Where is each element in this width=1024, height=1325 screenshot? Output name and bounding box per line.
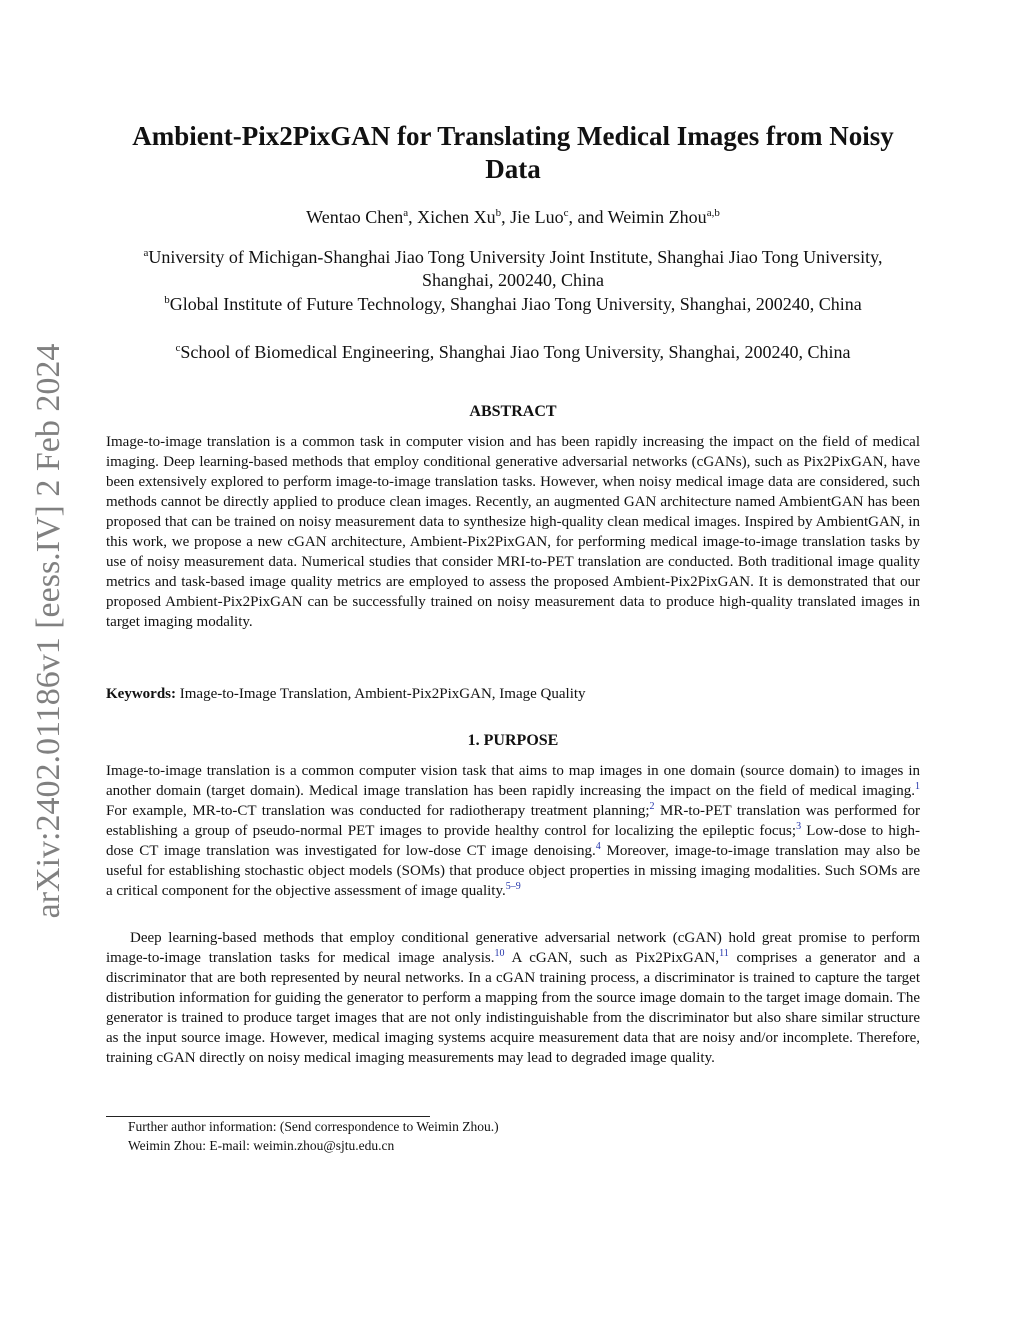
author-affiliation-mark: b xyxy=(495,207,502,219)
text-run: MR-to-PET translation was performed for establishing a group of pseudo-normal PET images to provide healthy control for localizing the epileptic focus; xyxy=(106,803,920,839)
author-separator: , and xyxy=(568,207,608,227)
author-name: Weimin Zhou xyxy=(607,207,707,227)
author-separator: , xyxy=(501,207,511,227)
author-list xyxy=(106,207,920,228)
text-run: For example, MR-to-CT translation was conducted for radiotherapy treatment planning; xyxy=(106,803,650,819)
text-run: Low-dose to high-dose CT image translation was investigated for low-dose CT image denoising. xyxy=(106,823,920,859)
author-affiliation-mark: a,b xyxy=(706,207,720,219)
affiliation-a: $^a$University of Michigan-Shanghai Jiao Tong University Joint Institute, Shanghai Jiao Tong University, Shanghai, 200240, China xyxy=(143,247,883,290)
footnote-divider xyxy=(106,1116,430,1117)
author-name: Jie Luo xyxy=(510,207,564,227)
text-run: comprises a generator and a discriminator that are both represented by neural networks. In a cGAN training process, a discriminator is trained to capture the target distribution information for guiding the generator to perform a mapping from the source image domain to the target image domain. The generator is trained to produce target images that are not only indistinguishable from the discriminator but also share similar structure as the input source image. However, medical imaging systems acquire measurement data that are noisy and/or incomplete. Therefore, training cGAN directly on noisy medical imaging measurements may lead to degraded image quality. xyxy=(106,950,920,1066)
text-run: Image-to-image translation is a common computer vision task that aims to map images in one domain (source domain) to images in another domain (target domain). Medical image translation has been rapidly increasing the impact on the field of medical imaging. xyxy=(106,763,920,799)
keywords-text: Image-to-Image Translation, Ambient-Pix2PixGAN, Image Quality xyxy=(179,686,586,702)
affiliation-b: $^b$Global Institute of Future Technology, Shanghai Jiao Tong University, Shanghai, 200240, China xyxy=(164,294,862,314)
footnote-email: Weimin Zhou: E-mail: weimin.zhou@sjtu.edu.cn xyxy=(128,1138,395,1153)
citation-link[interactable]: 2 xyxy=(649,801,655,812)
section1-paragraph-1 xyxy=(106,761,920,901)
paper-title: Ambient-Pix2PixGAN for Translating Medical Images from Noisy Data xyxy=(132,121,894,184)
text-run: Deep learning-based methods that employ conditional generative adversarial network (cGAN) hold great promise to perform image-to-image translation tasks for medical image analysis. xyxy=(106,930,920,966)
citation-link[interactable]: 5–9 xyxy=(505,881,521,892)
affiliation-c: $^c$School of Biomedical Engineering, Shanghai Jiao Tong University, Shanghai, 200240, China xyxy=(175,342,851,362)
author-name: Wentao Chen xyxy=(306,207,404,227)
section1-paragraph-2 xyxy=(106,928,920,1068)
citation-link[interactable]: 3 xyxy=(796,821,802,832)
citation-link[interactable]: 1 xyxy=(915,781,920,792)
arxiv-identifier: arXiv:2402.01186v1 [eess.IV] 2 Feb 2024 xyxy=(30,343,67,919)
text-run: Moreover, image-to-image translation may also be useful for establishing stochastic object models (SOMs) that produce object properties in missing imaging modalities. Such SOMs are a critical component for the objective assessment of image quality. xyxy=(106,843,920,899)
section-heading: 1. PURPOSE xyxy=(467,732,559,749)
author-separator: , xyxy=(408,207,418,227)
citation-link[interactable]: 11 xyxy=(719,948,729,959)
abstract-text: Image-to-image translation is a common task in computer vision and has been rapidly increasing the impact on the field of medical imaging. Deep learning-based methods that employ conditional generative adversarial networks (cGANs), such as Pix2PixGAN, have been extensively explored to perform image-to-image translation tasks. However, when noisy medical image data are considered, such methods cannot be directly applied to produce clean images. Recently, an augmented GAN architecture named AmbientGAN has been proposed that can be trained on noisy measurement data to synthesize high-quality clean medical images. Inspired by AmbientGAN, in this work, we propose a new cGAN architecture, Ambient-Pix2PixGAN, for performing medical image-to-image translation tasks by use of noisy measurement data. Numerical studies that consider MRI-to-PET translation are conducted. Both traditional image quality metrics and task-based image quality metrics are employed to assess the proposed Ambient-Pix2PixGAN. It is demonstrated that our proposed Ambient-Pix2PixGAN can be successfully trained on noisy measurement data to produce high-quality translated images in target imaging modality. xyxy=(106,434,920,630)
author-affiliation-mark: a xyxy=(403,207,409,219)
author-name: Xichen Xu xyxy=(417,207,496,227)
keywords-label: Keywords: xyxy=(106,686,176,702)
abstract-heading: ABSTRACT xyxy=(469,403,557,420)
citation-link[interactable]: 4 xyxy=(595,841,601,852)
text-run: A cGAN, such as Pix2PixGAN, xyxy=(504,950,720,966)
citation-link[interactable]: 10 xyxy=(494,948,505,959)
author-affiliation-mark: c xyxy=(563,207,569,219)
keywords xyxy=(106,684,920,704)
footnote-correspondence: Further author information: (Send correspondence to Weimin Zhou.) xyxy=(128,1119,499,1134)
